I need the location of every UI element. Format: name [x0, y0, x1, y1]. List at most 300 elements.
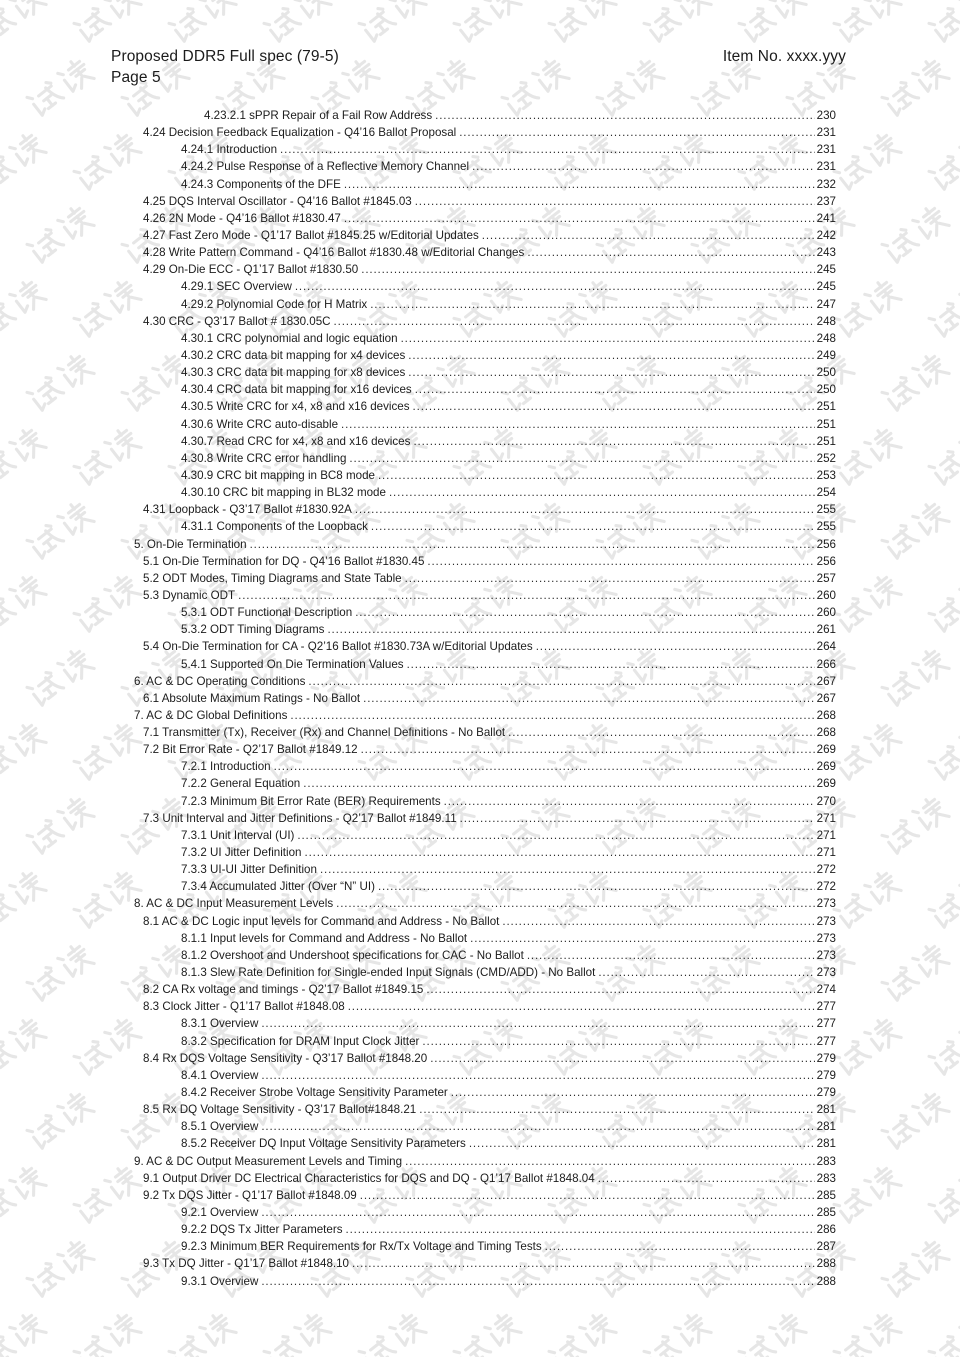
toc-entry [112, 1255, 836, 1272]
toc-entry [112, 330, 836, 347]
toc-entry-label: 9.1 Output Driver DC Electrical Characteristics for DQS and DQ - Q1’17 Ballot #1848.04 [143, 1171, 595, 1185]
toc-entry-page: 251 [816, 400, 836, 414]
toc-entry-label: 7.3.2 UI Jitter Definition [181, 846, 302, 860]
watermark [0, 127, 52, 201]
watermark [20, 1234, 100, 1308]
watermark [922, 1160, 960, 1234]
item-number: Item No. xxxx.yyy [722, 48, 846, 65]
toc-entry-page: 253 [816, 468, 836, 482]
toc-entry-page: 255 [816, 503, 836, 517]
toc-leader-dots [320, 861, 815, 878]
toc-entry-label: 4.25 DQS Interval Oscillator - Q4’16 Ballot #1845.03 [143, 194, 412, 208]
watermark [922, 127, 960, 201]
toc-leader-dots [305, 844, 815, 861]
toc-entry-page: 257 [816, 571, 836, 585]
toc-entry [112, 193, 836, 210]
watermark [827, 569, 907, 643]
toc-entry-label: 8.5.1 Overview [181, 1120, 259, 1134]
toc-leader-dots [413, 398, 815, 415]
watermark [875, 938, 955, 1012]
toc-entry [112, 347, 836, 364]
toc-entry-page: 245 [816, 263, 836, 277]
toc-entry [112, 158, 836, 175]
toc-leader-dots [250, 536, 815, 553]
toc-entry-page: 273 [816, 897, 836, 911]
toc-entry [112, 1015, 836, 1032]
toc-entry-label: 8.1.2 Overshoot and Undershoot specifications for CAC - No Ballot [181, 948, 524, 962]
watermark [0, 1012, 52, 1086]
toc-leader-dots [413, 433, 814, 450]
watermark [875, 200, 955, 274]
toc-entry-page: 281 [816, 1120, 836, 1134]
toc-leader-dots [407, 656, 815, 673]
toc-leader-dots [472, 158, 815, 175]
toc-entry-page: 264 [816, 640, 836, 654]
toc-entry [112, 467, 836, 484]
toc-leader-dots [297, 827, 814, 844]
toc-entry [112, 210, 836, 227]
toc-entry [112, 998, 836, 1015]
toc-leader-dots [352, 1255, 815, 1272]
toc-entry [112, 741, 836, 758]
toc-entry-page: 277 [816, 1000, 836, 1014]
toc-entry-label: 7.3 Unit Interval and Jitter Definitions - Q2’17 Ballot #1849.11 [143, 811, 457, 825]
toc-entry-label: 7.3.1 Unit Interval (UI) [181, 828, 295, 842]
toc-entry-page: 242 [816, 228, 836, 242]
toc-entry [112, 758, 836, 775]
toc-entry [112, 553, 836, 570]
toc-leader-dots [238, 587, 815, 604]
toc-leader-dots [327, 621, 814, 638]
toc-leader-dots [361, 261, 814, 278]
toc-entry-label: 8.1 AC & DC Logic input levels for Command and Address - No Ballot [143, 914, 500, 928]
toc-entry-label: 7.3.3 UI-UI Jitter Definition [181, 863, 317, 877]
toc-entry-label: 4.29.2 Polynomial Code for H Matrix [181, 297, 368, 311]
toc-entry-page: 254 [816, 486, 836, 500]
toc-entry [112, 176, 836, 193]
toc-entry [112, 381, 836, 398]
header-left [111, 46, 339, 88]
toc-entry-page: 269 [816, 777, 836, 791]
toc-entry-page: 273 [816, 914, 836, 928]
watermark [827, 717, 907, 791]
toc-entry-page: 271 [816, 811, 836, 825]
watermark [922, 865, 960, 939]
toc-entry-page: 277 [816, 1034, 836, 1048]
toc-entry-label: 7.1 Transmitter (Tx), Receiver (Rx) and Channel Definitions - No Ballot [143, 726, 506, 740]
toc-entry-page: 281 [816, 1103, 836, 1117]
toc-leader-dots [344, 210, 815, 227]
toc-entry-page: 231 [816, 160, 836, 174]
toc-entry [112, 844, 836, 861]
toc-leader-dots [430, 1050, 814, 1067]
toc-entry-label: 4.30.9 CRC bit mapping in BC8 mode [181, 468, 375, 482]
toc-entry-label: 5.4 On-Die Termination for CA - Q2’16 Ballot #1830.73A w/Editorial Updates [143, 640, 533, 654]
toc-entry-label: 8.3.2 Specification for DRAM Input Clock Jitter [181, 1034, 420, 1048]
toc-entry [112, 587, 836, 604]
toc-entry-page: 248 [816, 314, 836, 328]
toc-leader-dots [295, 278, 815, 295]
toc-entry-label: 4.24 Decision Feedback Equalization - Q4’16 Ballot Proposal [143, 126, 457, 140]
toc-entry-label: 8.4.1 Overview [181, 1068, 259, 1082]
watermark [257, 1307, 337, 1357]
toc-entry-page: 288 [816, 1274, 836, 1288]
toc-entry-page: 286 [816, 1223, 836, 1237]
watermark [20, 1086, 100, 1160]
toc-entry-label: 9.2.1 Overview [181, 1206, 259, 1219]
watermark [0, 0, 52, 53]
toc-entry-label: 4.29 On-Die ECC - Q1’17 Ballot #1830.50 [143, 263, 359, 277]
toc-entry-label: 5.1 On-Die Termination for DQ - Q4’16 Ballot #1830.45 [143, 554, 425, 568]
document-title: Proposed DDR5 Full spec (79-5) [111, 48, 339, 65]
toc-entry-page: 272 [816, 863, 836, 877]
toc-entry-label: 4.30.8 Write CRC error handling [181, 451, 347, 465]
watermark [875, 496, 955, 570]
toc-entry-label: 9.3 Tx DQ Jitter - Q1’17 Ballot #1848.10 [143, 1257, 350, 1271]
toc-entry-label: 9.2.2 DQS Tx Jitter Parameters [181, 1223, 343, 1237]
toc-entry-label: 4.30.3 CRC data bit mapping for x8 devices [181, 366, 406, 380]
toc-leader-dots [527, 244, 814, 261]
toc-leader-dots [401, 330, 815, 347]
toc-entry-page: 273 [816, 931, 836, 945]
toc-entry-page: 256 [816, 537, 836, 551]
toc-entry-label: 9.2.3 Minimum BER Requirements for Rx/Tx Voltage and Timing Tests [181, 1240, 542, 1254]
toc-entry-page: 241 [816, 211, 836, 225]
toc-leader-dots [408, 347, 814, 364]
watermark [20, 643, 100, 717]
toc-entry [112, 1135, 836, 1152]
toc-entry-label: 4.31 Loopback - Q3’17 Ballot #1830.92A [143, 503, 352, 517]
toc-entry-page: 267 [816, 674, 836, 688]
toc-entry-label: 8.4 Rx DQS Voltage Sensitivity - Q3’17 Ballot #1848.20 [143, 1051, 428, 1065]
toc-entry [112, 930, 836, 947]
toc-entry [112, 895, 836, 912]
page-header [111, 46, 846, 88]
toc-entry [112, 518, 836, 535]
toc-entry-label: 4.30.2 CRC data bit mapping for x4 devices [181, 348, 406, 362]
toc-entry-page: 273 [816, 948, 836, 962]
watermark [827, 127, 907, 201]
toc-entry-label: 8.3.1 Overview [181, 1017, 259, 1031]
toc-entry [112, 1238, 836, 1255]
toc-entry-page: 251 [816, 417, 836, 431]
watermark [20, 791, 100, 865]
toc-leader-dots [378, 467, 815, 484]
toc-entry-page: 285 [816, 1188, 836, 1202]
watermark [922, 0, 960, 53]
toc-entry [112, 1273, 836, 1290]
toc-leader-dots [355, 604, 814, 621]
toc-entry [112, 690, 836, 707]
toc-entry [112, 1084, 836, 1101]
toc-entry-page: 288 [816, 1257, 836, 1271]
toc-entry [112, 793, 836, 810]
toc-leader-dots [422, 1033, 814, 1050]
toc-leader-dots [435, 107, 815, 124]
toc-entry-page: 267 [816, 691, 836, 705]
table-of-contents [112, 107, 836, 1290]
toc-leader-dots [261, 1015, 814, 1032]
toc-entry-page: 243 [816, 246, 836, 260]
toc-entry [112, 450, 836, 467]
watermark [20, 496, 100, 570]
toc-leader-dots [426, 981, 814, 998]
toc-entry-label: 4.30 CRC - Q3’17 Ballot # 1830.05C [143, 314, 331, 328]
toc-entry-label: 5.4.1 Supported On Die Termination Values [181, 657, 404, 671]
toc-entry-page: 237 [816, 194, 836, 208]
watermark [637, 1307, 717, 1357]
toc-entry-label: 4.30.7 Read CRC for x4, x8 and x16 devices [181, 434, 411, 448]
toc-entry-page: 283 [816, 1154, 836, 1168]
toc-entry [112, 501, 836, 518]
watermark [922, 717, 960, 791]
toc-entry-label: 9. AC & DC Output Measurement Levels and Timing [134, 1154, 403, 1168]
toc-entry [112, 244, 836, 261]
toc-entry-page: 252 [816, 451, 836, 465]
toc-leader-dots [363, 690, 815, 707]
toc-leader-dots [405, 570, 815, 587]
toc-entry-page: 268 [816, 708, 836, 722]
toc-entry-label: 7. AC & DC Global Definitions [134, 708, 288, 722]
toc-entry [112, 433, 836, 450]
watermark [67, 1307, 147, 1357]
toc-leader-dots [389, 484, 815, 501]
toc-entry [112, 296, 836, 313]
watermark [875, 791, 955, 865]
watermark [20, 348, 100, 422]
watermark [827, 1012, 907, 1086]
toc-leader-dots [545, 1238, 815, 1255]
toc-leader-dots [336, 895, 815, 912]
toc-entry [112, 964, 836, 981]
toc-entry [112, 261, 836, 278]
toc-leader-dots [415, 193, 815, 210]
toc-leader-dots [598, 1170, 815, 1187]
watermark [0, 1307, 52, 1357]
toc-entry-page: 269 [816, 760, 836, 774]
toc-entry-page: 260 [816, 606, 836, 620]
toc-entry [112, 913, 836, 930]
toc-leader-dots [344, 176, 815, 193]
toc-entry-page: 270 [816, 794, 836, 808]
toc-leader-dots [370, 296, 814, 313]
toc-entry-label: 4.30.10 CRC bit mapping in BL32 mode [181, 486, 386, 500]
watermark [0, 422, 52, 496]
toc-entry [112, 484, 836, 501]
toc-leader-dots [303, 775, 814, 792]
toc-leader-dots [502, 913, 814, 930]
toc-entry [112, 1067, 836, 1084]
toc-entry-page: 279 [816, 1068, 836, 1082]
watermark [827, 1160, 907, 1234]
watermark [162, 1307, 242, 1357]
toc-entry [112, 1033, 836, 1050]
toc-entry [112, 878, 836, 895]
toc-entry-page: 251 [816, 434, 836, 448]
toc-entry-label: 5.3.1 ODT Functional Description [181, 606, 353, 620]
watermark [0, 1160, 52, 1234]
toc-entry [112, 1170, 836, 1187]
toc-leader-dots [360, 1187, 815, 1204]
toc-leader-dots [348, 998, 815, 1015]
toc-entry-label: 4.26 2N Mode - Q4’16 Ballot #1830.47 [143, 211, 341, 225]
toc-entry-label: 4.31.1 Components of the Loopback [181, 520, 368, 534]
toc-entry [112, 656, 836, 673]
watermark [20, 938, 100, 1012]
toc-entry-label: 4.24.2 Pulse Response of a Reflective Memory Channel [181, 160, 470, 174]
watermark [447, 1307, 527, 1357]
toc-leader-dots [334, 313, 815, 330]
toc-entry-page: 230 [816, 109, 836, 122]
toc-entry-label: 9.2 Tx DQS Jitter - Q1’17 Ballot #1848.09 [143, 1188, 357, 1202]
toc-entry [112, 141, 836, 158]
toc-entry-label: 4.23.2.1 sPPR Repair of a Fail Row Address [204, 109, 433, 122]
toc-entry-label: 8.3 Clock Jitter - Q1’17 Ballot #1848.08 [143, 1000, 345, 1014]
toc-entry [112, 1050, 836, 1067]
watermark [922, 274, 960, 348]
toc-leader-dots [459, 124, 814, 141]
toc-leader-dots [274, 758, 815, 775]
toc-leader-dots [349, 450, 814, 467]
toc-entry [112, 364, 836, 381]
toc-leader-dots [598, 964, 814, 981]
toc-leader-dots [405, 1153, 815, 1170]
watermark [0, 717, 52, 791]
toc-entry-label: 7.3.4 Accumulated Jitter (Over “N” UI) [181, 880, 375, 894]
toc-entry [112, 638, 836, 655]
toc-entry-page: 256 [816, 554, 836, 568]
toc-entry-page: 287 [816, 1240, 836, 1254]
toc-entry-label: 9.3.1 Overview [181, 1274, 259, 1288]
toc-leader-dots [290, 707, 814, 724]
toc-entry [112, 621, 836, 638]
toc-entry-label: 8.5.2 Receiver DQ Input Voltage Sensitivity Parameters [181, 1137, 466, 1151]
toc-entry-page: 250 [816, 366, 836, 380]
toc-entry-label: 4.27 Fast Zero Mode - Q1’17 Ballot #1845.25 w/Editorial Updates [143, 228, 479, 242]
toc-leader-dots [508, 724, 815, 741]
toc-entry-label: 4.30.4 CRC data bit mapping for x16 devices [181, 383, 412, 397]
toc-leader-dots [427, 553, 814, 570]
toc-entry-label: 4.30.6 Write CRC auto-disable [181, 417, 339, 431]
toc-entry-label: 4.29.1 SEC Overview [181, 280, 292, 294]
watermark [20, 200, 100, 274]
toc-entry [112, 1204, 836, 1221]
toc-entry [112, 107, 836, 124]
toc-entry-label: 7.2.1 Introduction [181, 760, 271, 774]
toc-leader-dots [346, 1221, 815, 1238]
toc-leader-dots [261, 1204, 814, 1221]
toc-entry-label: 7.2.2 General Equation [181, 777, 301, 791]
toc-leader-dots [419, 1101, 814, 1118]
toc-leader-dots [355, 501, 815, 518]
toc-leader-dots [451, 1084, 815, 1101]
watermark [875, 53, 955, 127]
toc-leader-dots [482, 227, 815, 244]
toc-entry-label: 4.30.5 Write CRC for x4, x8 and x16 devices [181, 400, 410, 414]
toc-entry-label: 4.24.1 Introduction [181, 143, 278, 157]
toc-leader-dots [261, 1273, 814, 1290]
toc-entry-page: 279 [816, 1051, 836, 1065]
toc-entry [112, 1153, 836, 1170]
toc-entry-page: 279 [816, 1086, 836, 1100]
toc-entry-label: 7.2.3 Minimum Bit Error Rate (BER) Requirements [181, 794, 441, 808]
toc-entry-page: 261 [816, 623, 836, 637]
toc-leader-dots [371, 518, 815, 535]
toc-entry-label: 5.3.2 ODT Timing Diagrams [181, 623, 325, 637]
toc-entry-page: 269 [816, 743, 836, 757]
toc-leader-dots [444, 793, 815, 810]
toc-entry-page: 277 [816, 1017, 836, 1031]
toc-leader-dots [378, 878, 815, 895]
toc-entry [112, 416, 836, 433]
toc-entry-page: 248 [816, 331, 836, 345]
toc-entry-page: 266 [816, 657, 836, 671]
watermark [542, 1307, 622, 1357]
toc-leader-dots [261, 1067, 814, 1084]
toc-entry [112, 536, 836, 553]
toc-entry [112, 278, 836, 295]
toc-entry-label: 5. On-Die Termination [134, 537, 247, 551]
toc-leader-dots [280, 141, 815, 158]
toc-entry [112, 1187, 836, 1204]
toc-entry-page: 249 [816, 348, 836, 362]
toc-entry [112, 673, 836, 690]
toc-entry-page: 247 [816, 297, 836, 311]
toc-entry [112, 827, 836, 844]
toc-leader-dots [261, 1118, 814, 1135]
toc-entry [112, 1118, 836, 1135]
toc-entry-page: 231 [816, 126, 836, 140]
toc-entry [112, 1101, 836, 1118]
toc-entry [112, 227, 836, 244]
toc-leader-dots [308, 673, 814, 690]
watermark [827, 1307, 907, 1357]
toc-entry-page: 272 [816, 880, 836, 894]
toc-entry [112, 604, 836, 621]
toc-entry-page: 268 [816, 726, 836, 740]
watermark [875, 1086, 955, 1160]
toc-entry-label: 5.3 Dynamic ODT [143, 588, 236, 602]
toc-entry [112, 724, 836, 741]
watermark [352, 1307, 432, 1357]
watermark [827, 274, 907, 348]
toc-entry-page: 274 [816, 983, 836, 997]
toc-entry [112, 947, 836, 964]
toc-entry-page: 285 [816, 1206, 836, 1219]
toc-entry-page: 271 [816, 828, 836, 842]
toc-entry-label: 4.24.3 Components of the DFE [181, 177, 341, 191]
toc-leader-dots [536, 638, 815, 655]
toc-leader-dots [470, 930, 815, 947]
watermark [922, 569, 960, 643]
watermark [0, 865, 52, 939]
toc-leader-dots [460, 810, 815, 827]
toc-entry [112, 1221, 836, 1238]
toc-entry [112, 707, 836, 724]
toc-leader-dots [341, 416, 815, 433]
toc-entry [112, 124, 836, 141]
toc-entry [112, 313, 836, 330]
toc-entry-label: 8.5 Rx DQ Voltage Sensitivity - Q3’17 Ballot#1848.21 [143, 1103, 417, 1117]
toc-entry-page: 255 [816, 520, 836, 534]
toc-leader-dots [408, 364, 814, 381]
watermark [20, 53, 100, 127]
toc-entry-label: 8.4.2 Receiver Strobe Voltage Sensitivity Parameter [181, 1086, 448, 1100]
toc-entry-label: 8.1.1 Input levels for Command and Address - No Ballot [181, 931, 468, 945]
toc-entry-label: 6. AC & DC Operating Conditions [134, 674, 306, 688]
toc-entry-page: 260 [816, 588, 836, 602]
toc-entry-label: 8. AC & DC Input Measurement Levels [134, 897, 334, 911]
